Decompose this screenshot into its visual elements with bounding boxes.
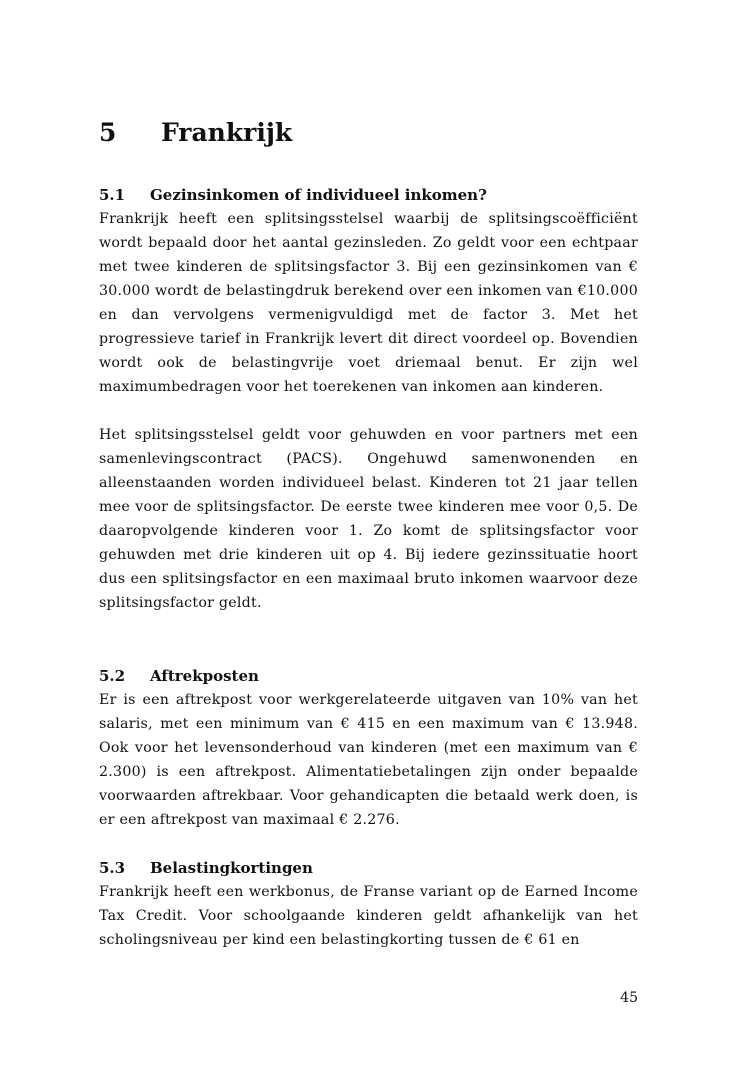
paragraph: Er is een aftrekpost voor werkgerelateerde uitgaven van 10% van het salaris, met een minimum van € 415 en een maximum van € 13.948. Ook voor het levensonderhoud van kinderen (met een maximum van € 2.300) is een aftrekpost. Alimentatiebetalingen zijn onder bepaalde voorwaarden aftrekbaar. Voor gehandicapten die betaald werk doen, is er een aftrekpost van maximaal € 2.276. (99, 692, 638, 828)
section-title: Gezinsinkomen of individueel inkomen? (150, 186, 487, 204)
section-title: Belastingkortingen (150, 859, 313, 877)
section-heading (99, 856, 638, 880)
paragraph: Het splitsingsstelsel geldt voor gehuwden en voor partners met een samenlevingscontract (PACS). Ongehuwd samenwonenden en alleenstaanden worden individueel belast. Kinderen tot 21 jaar tellen mee voor de splitsingsfactor. De eerste twee kinderen mee voor 0,5. De daaropvolgende kinderen voor 1. Zo komt de splitsingsfactor voor gehuwden met drie kinderen uit op 4. Bij iedere gezinssituatie hoort dus een splitsingsfactor en een maximaal bruto inkomen waarvoor deze splitsingsfactor geldt. (99, 427, 638, 611)
section-number: 5.1 (99, 186, 126, 204)
section-number: 5.2 (99, 667, 126, 685)
section-belastingkortingen (99, 856, 638, 952)
paragraph: Frankrijk heeft een splitsingsstelsel waarbij de splitsingscoëfficiënt wordt bepaald door het aantal gezinsleden. Zo geldt voor een echtpaar met twee kinderen de splitsingsfactor 3. Bij een gezinsinkomen van € 30.000 wordt de belastingdruk berekend over een inkomen van €10.000 en dan vervolgens vermenigvuldigd met de factor 3. Met het progressieve tarief in Frankrijk levert dit direct voordeel op. Bovendien wordt ook de belastingvrije voet driemaal benut. Er zijn wel maximumbedragen voor het toerekenen van inkomen aan kinderen. (99, 211, 638, 395)
section-aftrekposten (99, 664, 638, 832)
section-heading (99, 183, 638, 207)
chapter-number: 5 (99, 118, 117, 147)
section-number: 5.3 (99, 859, 126, 877)
page-number: 45 (620, 990, 638, 1006)
section-gezinsinkomen (99, 183, 638, 615)
paragraph: Frankrijk heeft een werkbonus, de Franse variant op de Earned Income Tax Credit. Voor schoolgaande kinderen geldt afhankelijk van het scholingsniveau per kind een belastingkorting tussen de € 61 en (99, 884, 638, 948)
section-heading (99, 664, 638, 688)
chapter-heading (99, 116, 292, 150)
chapter-title: Frankrijk (161, 118, 293, 147)
section-title: Aftrekposten (150, 667, 259, 685)
